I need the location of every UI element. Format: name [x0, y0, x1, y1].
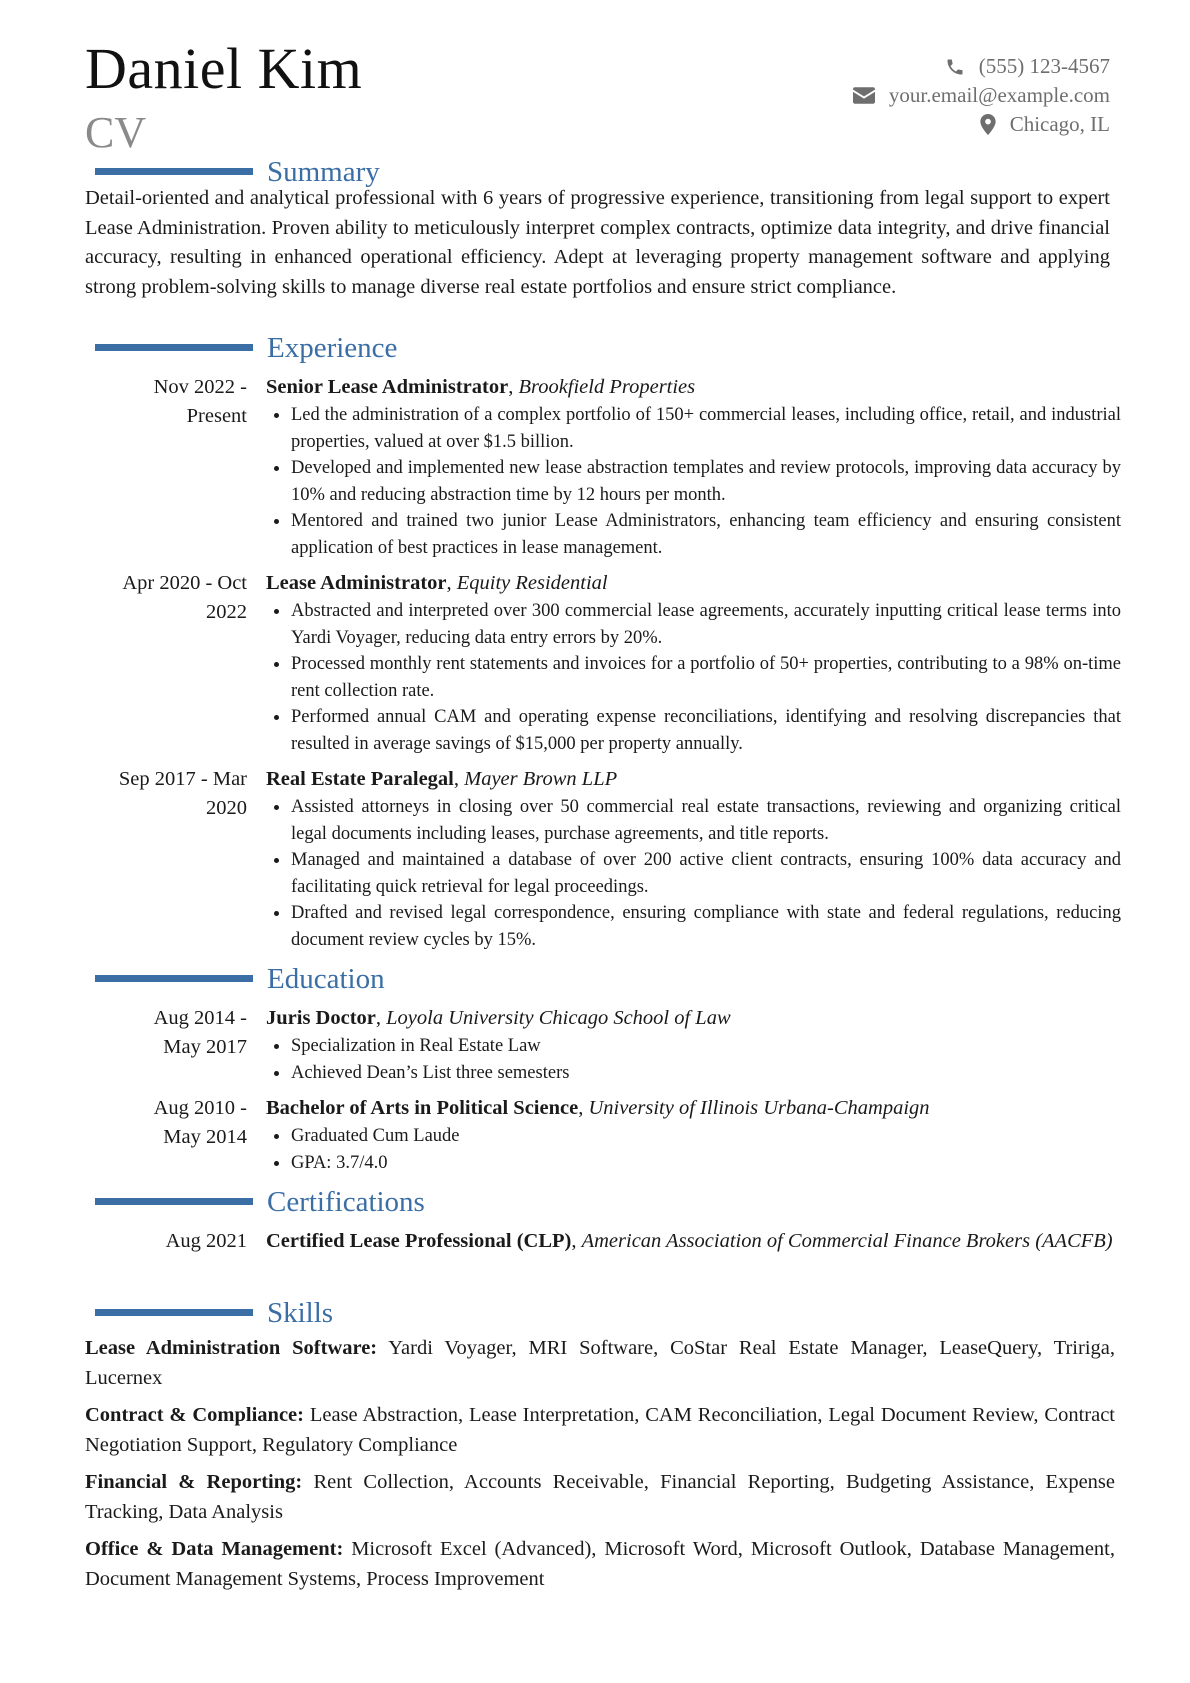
section-title-certifications: Certifications: [267, 1186, 425, 1218]
entry-date: [85, 373, 247, 431]
entry-bullets: [266, 794, 1121, 953]
section-rule: [95, 344, 253, 351]
skill-row: [85, 1468, 1115, 1527]
entry-body: [266, 1227, 1121, 1256]
summary-text: Detail-oriented and analytical professional with 6 years of progressive experience, transitioning from legal support to expert Lease Administration. Proven ability to meticulously interpret complex contracts, optimize data integrity, and drive financial accuracy, resulting in enhanced operational efficiency. Adept at leveraging property management software and applying strong problem-solving skills to manage diverse real estate portfolios and ensure strict compliance.: [85, 187, 1110, 298]
date-line: 2020: [206, 797, 247, 819]
section-title-skills: Skills: [267, 1297, 334, 1329]
bullet-item: Developed and implemented new lease abstraction templates and review protocols, improving data accuracy by 10% and reducing abstraction time by 12 hours per month.: [266, 455, 1121, 508]
entry-heading: Lease Administrator, Equity Residential: [266, 572, 608, 594]
entry-bullets: [266, 1123, 1121, 1176]
skill-row: [85, 1535, 1115, 1594]
date-line: Present: [186, 405, 247, 427]
entry-role: Certified Lease Professional (CLP): [266, 1230, 572, 1252]
envelope-icon: [853, 87, 875, 104]
date-line: 2022: [206, 601, 247, 623]
entry-bullets: [266, 598, 1121, 757]
entry-org: Loyola University Chicago School of Law: [386, 1007, 731, 1029]
bullet-item: Abstracted and interpreted over 300 commercial lease agreements, accurately inputting critical lease terms into Yardi Voyager, reducing data entry errors by 20%.: [266, 598, 1121, 651]
skill-values: Rent Collection, Accounts Receivable, Financial Reporting, Budgeting Assistance, Expense Tracking, Data Analysis: [85, 1471, 1116, 1523]
skill-row: [85, 1401, 1115, 1460]
entry-heading: Bachelor of Arts in Political Science, University of Illinois Urbana-Champaign: [266, 1097, 930, 1119]
skill-category: Lease Administration Software:: [85, 1337, 378, 1359]
skill-category: Financial & Reporting:: [85, 1471, 303, 1493]
entry-body: [266, 1094, 1121, 1176]
bullet-item: Specialization in Real Estate Law: [266, 1033, 1121, 1060]
date-line: Aug 2014 -: [153, 1007, 247, 1029]
bullet-item: Performed annual CAM and operating expense reconciliations, identifying and resolving discrepancies that resulted in average savings of $15,000 per property annually.: [266, 704, 1121, 757]
section-rule: [95, 1309, 253, 1316]
entry-body: [266, 1004, 1121, 1086]
bullet-item: Led the administration of a complex portfolio of 150+ commercial leases, including office, retail, and industrial properties, valued at over $1.5 billion.: [266, 402, 1121, 455]
entry-org: Mayer Brown LLP: [464, 768, 618, 790]
bullet-item: Mentored and trained two junior Lease Administrators, enhancing team efficiency and ensuring consistent application of best practices in lease management.: [266, 508, 1121, 561]
bullet-item: Assisted attorneys in closing over 50 commercial real estate transactions, reviewing and organizing critical legal documents including leases, purchase agreements, and title reports.: [266, 794, 1121, 847]
skill-category: Office & Data Management:: [85, 1538, 344, 1560]
candidate-name: Daniel Kim: [85, 36, 363, 101]
skills-section-header: [95, 1296, 1095, 1330]
skill-values: Lease Abstraction, Lease Interpretation, CAM Reconciliation, Legal Document Review, Contract Negotiation Support, Regulatory Compliance: [85, 1404, 1116, 1456]
section-rule: [95, 1198, 253, 1205]
entry-role: Real Estate Paralegal: [266, 768, 454, 790]
entry-role: Lease Administrator: [266, 572, 447, 594]
skills-list: [85, 1334, 1115, 1602]
entry-body: [266, 765, 1121, 953]
entry-date: [85, 765, 247, 823]
date-line: Nov 2022 -: [153, 376, 247, 398]
contact-phone: [853, 52, 1110, 81]
date-line: Apr 2020 - Oct: [122, 572, 247, 594]
location-text: Chicago, IL: [1009, 112, 1110, 136]
entry-bullets: [266, 402, 1121, 561]
bullet-item: GPA: 3.7/4.0: [266, 1150, 1121, 1177]
entry-heading: Certified Lease Professional (CLP), American Association of Commercial Finance Brokers (AACFB): [266, 1230, 1113, 1252]
section-title-education: Education: [267, 963, 385, 995]
entry-date: [85, 1094, 247, 1152]
contact-email[interactable]: [853, 81, 1110, 110]
experience-section-header: [95, 331, 1095, 365]
certifications-section-header: [95, 1185, 1095, 1219]
section-rule: [95, 168, 253, 175]
bullet-item: Drafted and revised legal correspondence, ensuring compliance with state and federal regulations, reducing document review cycles by 15%.: [266, 900, 1121, 953]
entry-date: Aug 2021: [165, 1230, 247, 1252]
email-text[interactable]: your.email@example.com: [888, 83, 1110, 107]
bullet-item: Achieved Dean’s List three semesters: [266, 1060, 1121, 1087]
date-line: May 2017: [163, 1036, 247, 1058]
phone-icon: [945, 57, 965, 77]
entry-role: Bachelor of Arts in Political Science: [266, 1097, 579, 1119]
phone-text: (555) 123-4567: [978, 54, 1110, 78]
skill-values: Microsoft Excel (Advanced), Microsoft Word, Microsoft Outlook, Database Management, Document Management Systems, Process Improvement: [85, 1538, 1115, 1590]
skill-row: [85, 1334, 1115, 1393]
bullet-item: Processed monthly rent statements and invoices for a portfolio of 50+ properties, contributing to a 98% on-time rent collection rate.: [266, 651, 1121, 704]
date-line: Aug 2010 -: [153, 1097, 247, 1119]
entry-heading: Senior Lease Administrator, Brookfield Properties: [266, 376, 696, 398]
entry-body: [266, 373, 1121, 561]
bullet-item: Graduated Cum Laude: [266, 1123, 1121, 1150]
skill-category: Contract & Compliance:: [85, 1404, 304, 1426]
skill-values: Yardi Voyager, MRI Software, CoStar Real Estate Manager, LeaseQuery, Tririga, Lucernex: [85, 1337, 1116, 1389]
entry-org: Brookfield Properties: [518, 376, 696, 398]
entry-date: [85, 1004, 247, 1062]
entry-heading: Juris Doctor, Loyola University Chicago School of Law: [266, 1007, 731, 1029]
entry-date: [85, 569, 247, 627]
education-section-header: [95, 962, 1095, 996]
contact-location: [853, 110, 1110, 139]
entry-org: Equity Residential: [456, 572, 608, 594]
entry-org: American Association of Commercial Finance Brokers (AACFB): [581, 1230, 1113, 1252]
section-rule: [95, 975, 253, 982]
entry-role: Juris Doctor: [266, 1007, 376, 1029]
entry-role: Senior Lease Administrator: [266, 376, 509, 398]
contact-block: [853, 52, 1110, 139]
entry-body: [266, 569, 1121, 757]
date-line: Sep 2017 - Mar: [118, 768, 247, 790]
entry-bullets: [266, 1033, 1121, 1086]
section-title-summary: Summary: [267, 156, 380, 188]
document-subtitle: CV: [85, 108, 147, 157]
entry-heading: Real Estate Paralegal, Mayer Brown LLP: [266, 768, 618, 790]
bullet-item: Managed and maintained a database of over 200 active client contracts, ensuring 100% data accuracy and facilitating quick retrieval for legal proceedings.: [266, 847, 1121, 900]
section-title-experience: Experience: [267, 332, 398, 364]
map-marker-icon: [980, 114, 996, 135]
date-line: May 2014: [163, 1126, 247, 1148]
entry-org: University of Illinois Urbana-Champaign: [588, 1097, 930, 1119]
